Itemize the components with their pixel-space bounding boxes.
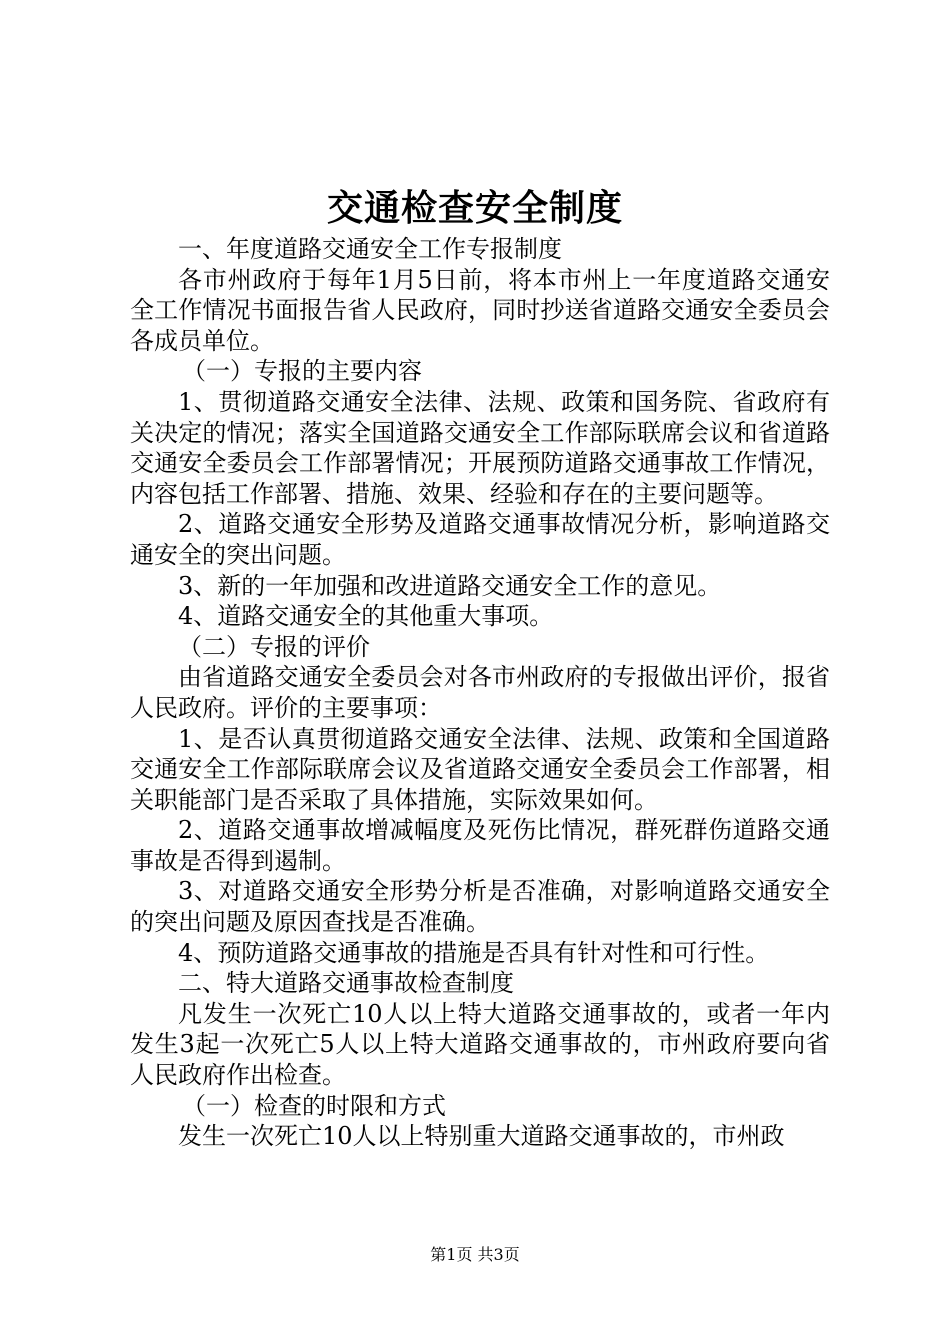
paragraph: 2、道路交通事故增减幅度及死伤比情况，群死群伤道路交通事故是否得到遏制。 [130,816,830,875]
paragraph: 1、是否认真贯彻道路交通安全法律、法规、政策和全国道路交通安全工作部际联席会议及省道路交通安全委员会工作部署，相关职能部门是否采取了具体措施，实际效果如何。 [130,724,830,814]
paragraph: 4、道路交通安全的其他重大事项。 [178,602,554,631]
paragraph: 发生一次死亡10人以上特别重大道路交通事故的，市州政 [178,1122,785,1151]
section-heading: 一、年度道路交通安全工作专报制度 [178,235,562,263]
document-body [130,234,830,1152]
subsection-heading: （二）专报的评价 [178,632,370,661]
paragraph: 2、道路交通安全形势及道路交通事故情况分析，影响道路交通安全的突出问题。 [130,510,830,569]
section-heading: 二、特大道路交通事故检查制度 [178,969,514,998]
subsection-heading: （一）检查的时限和方式 [182,1091,446,1120]
paragraph: 各市州政府于每年1月5日前，将本市州上一年度道路交通安全工作情况书面报告省人民政府，同时抄送省道路交通安全委员会各成员单位。 [130,265,830,355]
document-title: 交通检查安全制度 [326,187,623,229]
paragraph: 3、对道路交通安全形势分析是否准确，对影响道路交通安全的突出问题及原因查找是否准确。 [130,877,830,937]
paragraph: 凡发生一次死亡10人以上特大道路交通事故的，或者一年内发生3起一次死亡5人以上特大道路交通事故的，市州政府要向省人民政府作出检查。 [130,999,830,1090]
paragraph: 由省道路交通安全委员会对各市州政府的专报做出评价，报省人民政府。评价的主要事项： [130,663,830,722]
subsection-heading: （一）专报的主要内容 [182,357,422,386]
page-footer: 第1页 共3页 [430,1245,520,1264]
paragraph: 3、新的一年加强和改进道路交通安全工作的意见。 [178,571,722,600]
paragraph: 4、预防道路交通事故的措施是否具有针对性和可行性。 [178,938,770,967]
paragraph: 1、贯彻道路交通安全法律、法规、政策和国务院、省政府有关决定的情况；落实全国道路交通安全工作部际联席会议和省道路交通安全委员会工作部署情况；开展预防道路交通事故工作情况，内容包括工作部署、措施、效果、经验和存在的主要问题等。 [130,387,830,508]
